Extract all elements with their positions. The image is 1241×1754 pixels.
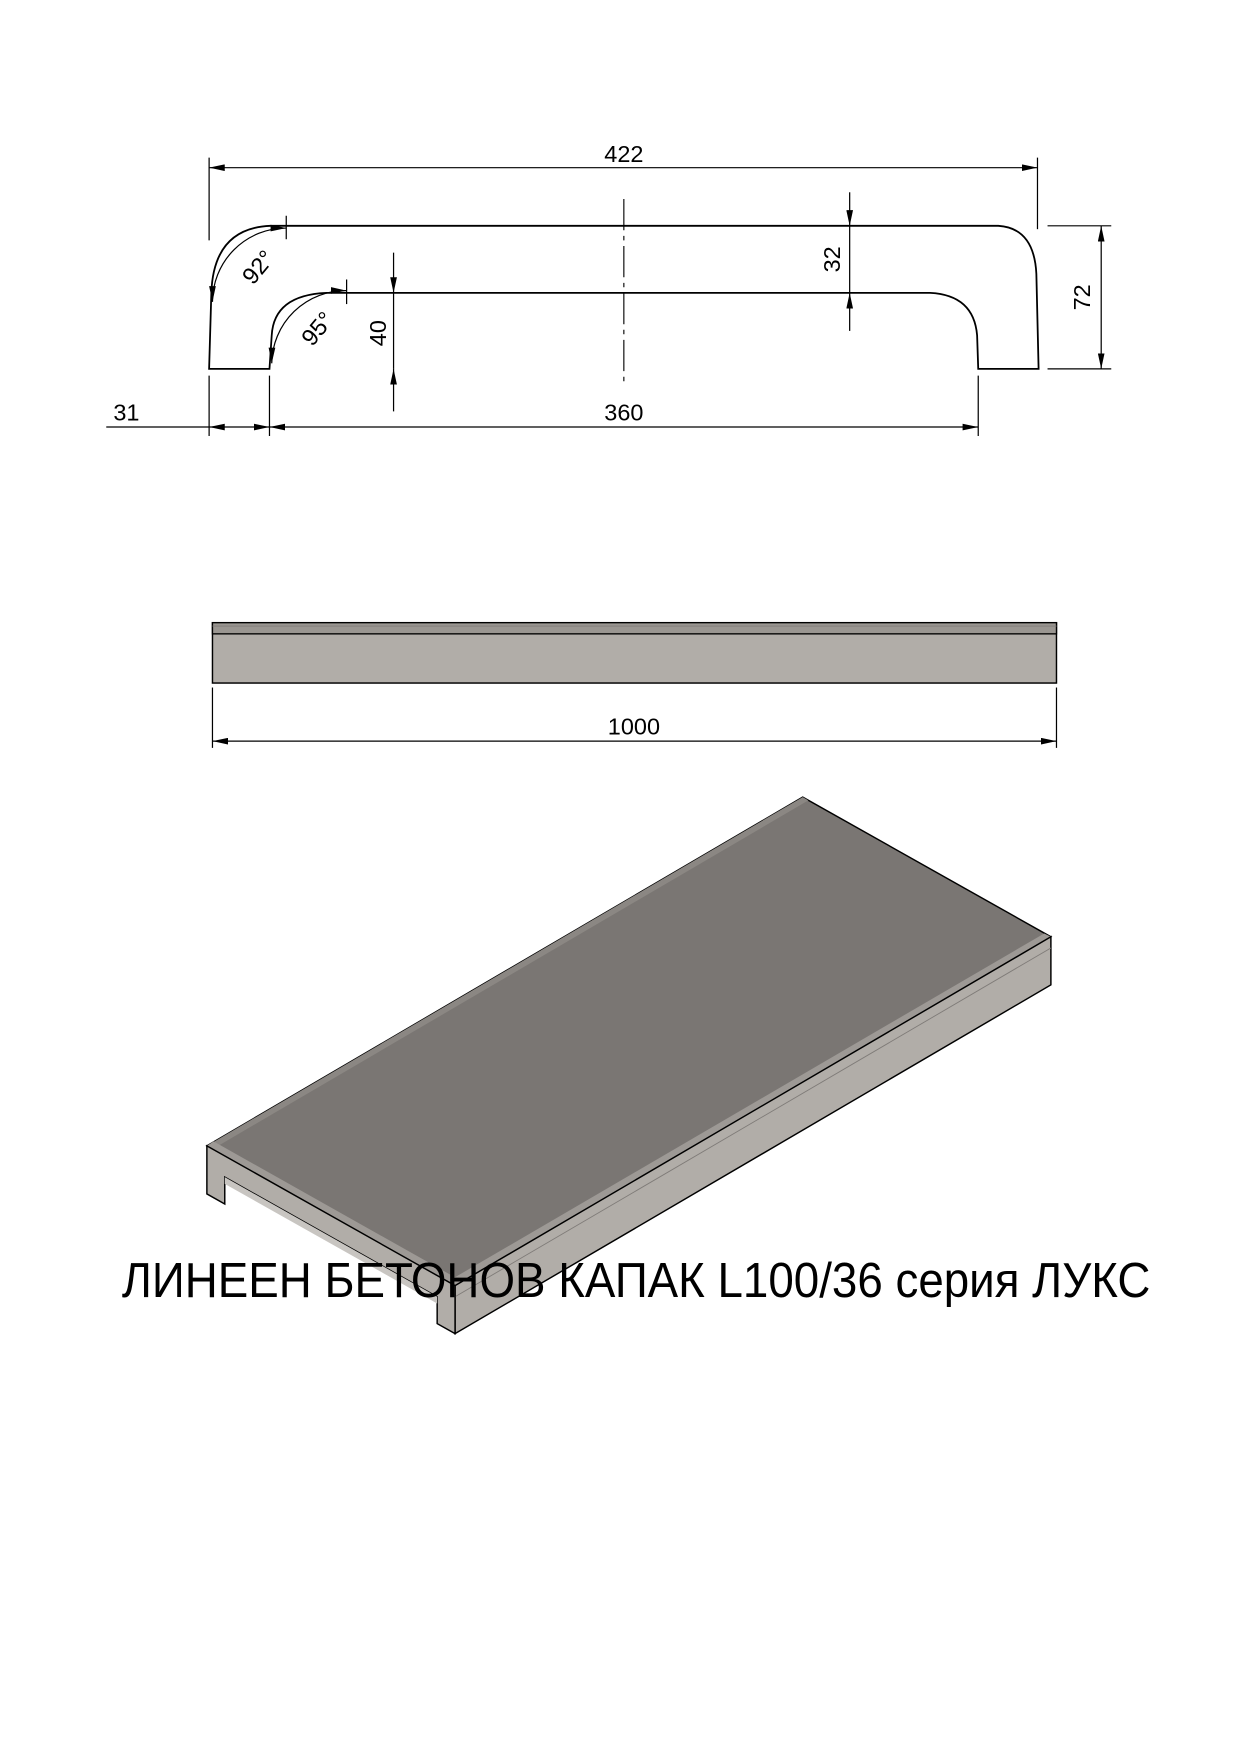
outer-angle-label: 92°: [236, 245, 280, 290]
drawing-title: ЛИНЕЕН БЕТОНОВ КАПАК L100/36 серия ЛУКС: [121, 1252, 1151, 1308]
length-dimension-label: 1000: [607, 713, 661, 740]
cross-section-view: [106, 141, 1111, 436]
overall-height-dimension-label: 72: [1069, 284, 1096, 311]
top-edge-band: [212, 623, 1056, 634]
overall-width-dimension-label: 422: [604, 141, 644, 168]
top-thickness-dimension-label: 32: [818, 246, 845, 273]
inner-angle-label: 95°: [296, 306, 339, 351]
inner-width-dimension-label: 360: [604, 399, 644, 426]
leg-width-dimension-label: 31: [113, 399, 140, 426]
inner-height-dimension-label: 40: [364, 320, 391, 347]
side-elevation-view: [212, 623, 1056, 748]
